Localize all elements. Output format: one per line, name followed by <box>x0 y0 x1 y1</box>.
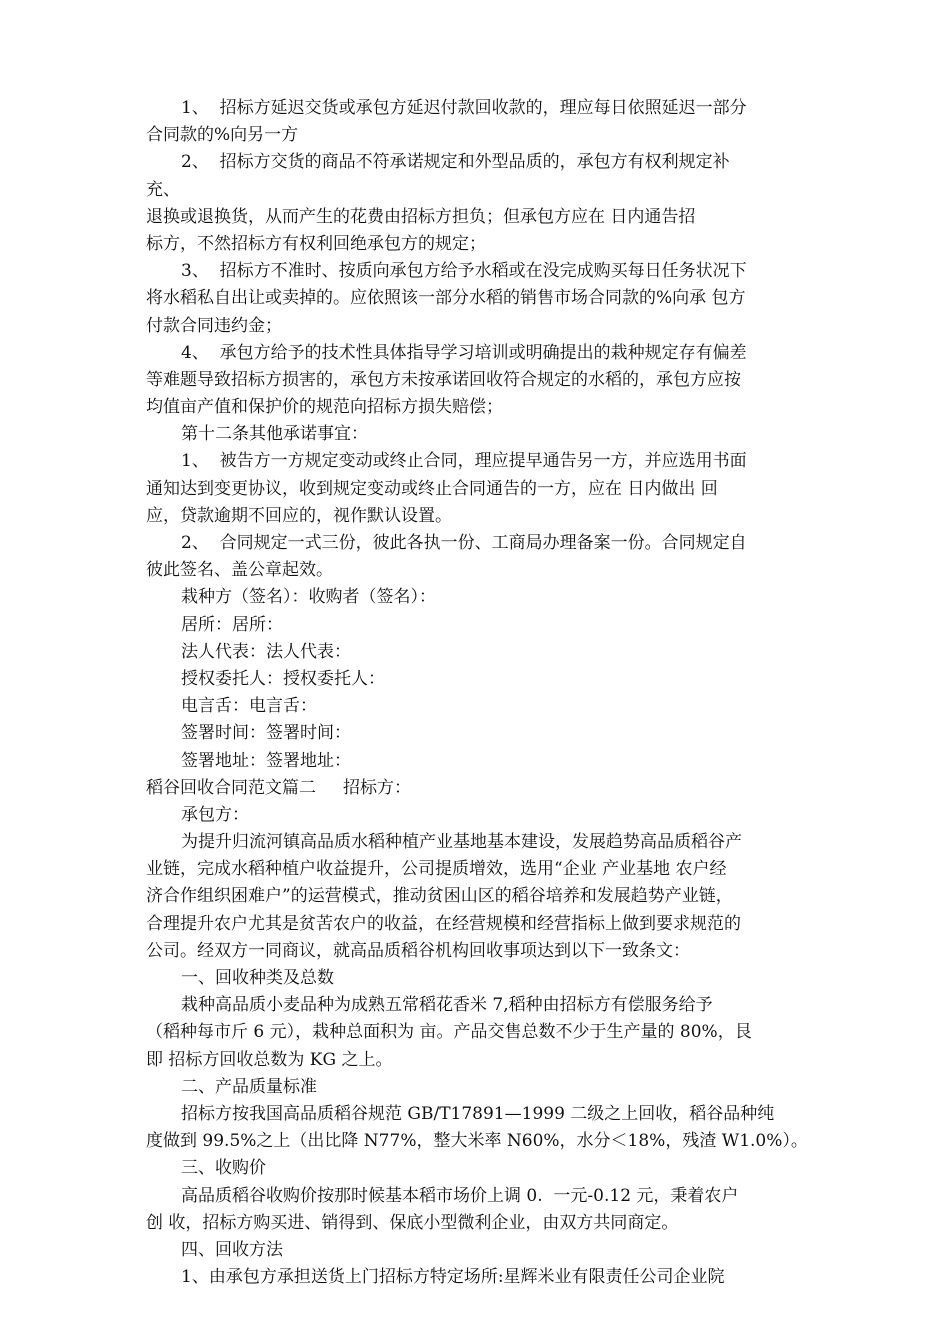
signature-line: 法人代表：法人代表： <box>181 641 351 662</box>
text-line: 高品质稻谷收购价按那时候基本稻市场价上调 0. 一元-0.12 元，秉着农户 <box>181 1185 739 1206</box>
section-heading: 一、回收种类及总数 <box>181 968 334 988</box>
text-line: 将水稻私自出让或卖掉的。应依照该一部分水稻的销售市场合同款的%向承 包方 <box>146 288 746 309</box>
text-line: 通知达到变更协议，收到规定变动或终止合同通告的一方，应在 日内做出 回 <box>146 478 718 499</box>
text-line: 招标方按我国高品质稻谷规范 GB/T17891—1999 二级之上回收，稻谷品种纯 <box>181 1103 775 1124</box>
text-line: 付款合同违约金； <box>146 315 282 336</box>
text-line: 度做到 99.5%之上（出比降 N77%，整大米率 N60%，水分＜18%，残渣 W1.0%）。 <box>146 1131 808 1152</box>
signature-line: 授权委托人：授权委托人： <box>181 668 385 689</box>
section-heading: 第十二条其他承诺事宜： <box>181 424 368 445</box>
section-heading: 二、产品质量标准 <box>181 1076 317 1097</box>
text-line: 济合作组织困难户”的运营模式，推动贫困山区的稻谷培养和发展趋势产业链， <box>146 886 733 907</box>
text-line: 2、 招标方交货的商品不符承诺规定和外型品质的，承包方有权利规定补 <box>181 152 730 173</box>
text-line: 均值亩产值和保护价的规范向招标方损失赔偿； <box>146 397 503 418</box>
section-heading: 三、收购价 <box>181 1158 266 1179</box>
text-line: 1、由承包方承担送货上门招标方特定场所:星辉米业有限责任公司企业院 <box>181 1267 725 1288</box>
text-line: （稻种每市斤 6 元），栽种总面积为 亩。产品交售总数不少于生产量的 80%，艮 <box>146 1022 752 1043</box>
document-subtitle: 稻谷回收合同范文篇二 招标方： <box>146 777 412 798</box>
text-line: 创 收，招标方购买进、销得到、保底小型微利企业，由双方共同商定。 <box>146 1212 679 1233</box>
document-body <box>146 95 826 1291</box>
signature-line: 居所：居所： <box>181 614 283 635</box>
text-line: 2、 合同规定一式三份，彼此各执一份、工商局办理备案一份。合同规定自 <box>181 533 747 553</box>
text-line: 充、 <box>146 179 180 200</box>
text-line: 1、 招标方延迟交货或承包方延迟付款回收款的，理应每日依照延迟一部分 <box>181 98 747 118</box>
signature-line: 签署时间：签署时间： <box>181 723 351 744</box>
signature-line: 栽种方（签名）：收购者（签名）： <box>181 587 436 608</box>
text-line: 公司。经双方一同商议，就高品质稻谷机构回收事项达到以下一致条文： <box>146 940 690 961</box>
text-line: 为提升归流河镇高品质水稻种植产业基地基本建设，发展趋势高品质稻谷产 <box>181 832 742 853</box>
text-line: 退换或退换货，从而产生的花费由招标方担负；但承包方应在 日内通告招 <box>146 206 696 227</box>
text-line: 合理提升农户尤其是贫苦农户的收益，在经营规模和经营指标上做到要求规范的 <box>146 913 741 934</box>
section-heading: 四、回收方法 <box>181 1239 283 1260</box>
text-line: 4、 承包方给予的技术性具体指导学习培训或明确提出的栽种规定存有偏差 <box>181 342 747 363</box>
text-line: 标方，不然招标方有权利回绝承包方的规定； <box>146 233 486 254</box>
signature-line: 电言舌：电言舌： <box>181 696 317 717</box>
text-line: 彼此签名、盖公章起效。 <box>146 560 333 581</box>
text-line: 栽种高品质小麦品种为成熟五常稻花香米 7,稻种由招标方有偿服务给予 <box>181 995 713 1016</box>
text-line: 3、 招标方不准时、按质向承包方给予水稻或在没完成购买每日任务状况下 <box>181 261 747 282</box>
signature-line: 签署地址：签署地址： <box>181 750 351 771</box>
text-line: 业链，完成水稻种植户收益提升，公司提质增效，选用“企业 产业基地 农户经 <box>146 859 727 880</box>
party-line: 承包方： <box>181 804 249 825</box>
text-line: 1、 被告方一方规定变动或终止合同，理应提早通告另一方，并应选用书面 <box>181 451 747 472</box>
text-line: 即 招标方回收总数为 KG 之上。 <box>146 1049 393 1070</box>
text-line: 等难题导致招标方损害的，承包方未按承诺回收符合规定的水稻的，承包方应按 <box>146 369 741 390</box>
text-line: 合同款的%向另一方 <box>146 125 299 146</box>
text-line: 应，贷款逾期不回应的，视作默认设置。 <box>146 505 452 526</box>
